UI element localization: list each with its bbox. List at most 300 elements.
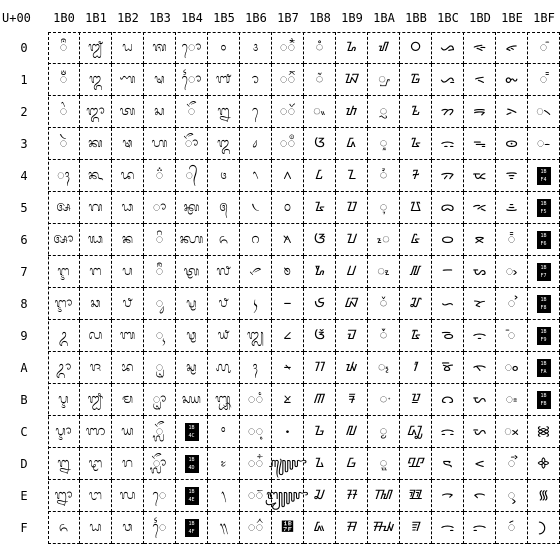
row-header: 8	[20, 297, 28, 311]
row-header: A	[20, 361, 28, 375]
glyph-cell: ᯁ	[432, 64, 464, 96]
glyph-cell: ◌ᮥ	[368, 192, 400, 224]
glyph-cell: ᭥	[240, 192, 272, 224]
glyph-cell: ᯏ	[432, 512, 464, 544]
glyph-cell: ◌ᬄ	[48, 160, 80, 192]
glyph-cell: ᮘ	[336, 288, 368, 320]
glyph-cell: ᯍ	[432, 448, 464, 480]
glyph-cell: ᮜ	[336, 416, 368, 448]
glyph-cell: ᯖ	[464, 224, 496, 256]
glyph-cell: ◌ᮡ	[368, 64, 400, 96]
glyph-cell: ᭧	[240, 256, 272, 288]
glyph-cell: ◌ᮧ	[368, 256, 400, 288]
glyph-cell: ᯒ	[464, 96, 496, 128]
glyph-cell: ᭴	[272, 160, 304, 192]
glyph-cell: ᬡ	[112, 64, 144, 96]
glyph-cell: ᭞	[208, 480, 240, 512]
glyph-cell: ᮎ	[304, 480, 336, 512]
glyph-cell: ᮕ	[336, 192, 368, 224]
glyph-cell: ᮚ	[336, 352, 368, 384]
glyph-cell: ᮷	[400, 256, 432, 288]
column-header: 1BE	[501, 11, 523, 25]
column-header: 1BC	[437, 11, 459, 25]
missing-glyph-box: 1B F6	[537, 231, 551, 249]
missing-glyph-box: 1B F9	[537, 327, 551, 345]
glyph-cell: ᬠ	[112, 32, 144, 64]
glyph-cell: ᯪ	[496, 352, 528, 384]
glyph-cell: ᯙ	[464, 320, 496, 352]
glyph-cell: ◌᮪	[368, 352, 400, 384]
glyph-cell	[176, 512, 208, 544]
missing-glyph-box: 1B 4E	[185, 487, 199, 505]
row-header: 6	[20, 233, 28, 247]
glyph-cell: ᭣	[240, 128, 272, 160]
glyph-cell: ◌ᬃ	[48, 128, 80, 160]
glyph-cell: ᭟	[208, 512, 240, 544]
glyph-cell: ᯜ	[464, 416, 496, 448]
glyph-cell: ◌᭬	[240, 416, 272, 448]
glyph-cell: ᮛ	[336, 384, 368, 416]
glyph-cell: ᬍ	[48, 448, 80, 480]
glyph-cell: ᯠ	[496, 32, 528, 64]
glyph-cell: ᯚ	[464, 352, 496, 384]
glyph-cell: ◌ᭀ	[176, 32, 208, 64]
glyph-cell: ◌ᬶ	[144, 224, 176, 256]
glyph-cell: ᯧ	[496, 256, 528, 288]
glyph-cell: ᭼	[272, 416, 304, 448]
glyph-cell: ᮖ	[336, 224, 368, 256]
glyph-cell: ᬑ	[80, 64, 112, 96]
glyph-cell: ᯃ	[432, 128, 464, 160]
glyph-cell: ᯘ	[464, 288, 496, 320]
glyph-cell: ᯅ	[432, 192, 464, 224]
glyph-cell: ᮋ	[304, 384, 336, 416]
glyph-cell: ᬧ	[112, 256, 144, 288]
column-header: 1BB	[405, 11, 427, 25]
row-header: B	[20, 393, 28, 407]
glyph-cell: ᯕ	[464, 192, 496, 224]
glyph-cell: ᮅ	[304, 192, 336, 224]
missing-glyph-box: 1B 4C	[185, 423, 199, 441]
glyph-cell: ᬯ	[112, 512, 144, 544]
glyph-cell: ᬟ	[80, 512, 112, 544]
glyph-cell: ᮹	[400, 320, 432, 352]
glyph-cell: ◌ᮦ	[368, 224, 400, 256]
row-header: 5	[20, 201, 28, 215]
glyph-cell: ᭋ	[176, 384, 208, 416]
missing-glyph-box: 1B F7	[537, 263, 551, 281]
glyph-cell	[528, 384, 560, 416]
glyph-cell: ᮔ	[336, 160, 368, 192]
glyph-cell: ◌ᮨ	[368, 288, 400, 320]
glyph-cell: ᬉ	[48, 320, 80, 352]
glyph-cell: ᭽	[272, 448, 304, 480]
glyph-cell: ᮾ	[400, 480, 432, 512]
glyph-cell: ᯬ	[496, 416, 528, 448]
column-header: 1B8	[309, 11, 331, 25]
glyph-cell: ᬅ	[48, 192, 80, 224]
glyph-cell: ᭶	[272, 224, 304, 256]
glyph-cell: ◌᭄	[176, 160, 208, 192]
column-header: 1B2	[117, 11, 139, 25]
glyph-cell: ᭨	[240, 288, 272, 320]
glyph-cell: ᯛ	[464, 384, 496, 416]
glyph-cell: ᮃ	[304, 128, 336, 160]
glyph-cell: ᬳ	[144, 128, 176, 160]
glyph-cell: ᬎ	[48, 480, 80, 512]
glyph-cell: ᭖	[208, 224, 240, 256]
missing-glyph-box: 1B F8	[537, 295, 551, 313]
glyph-cell: ᮲	[400, 96, 432, 128]
glyph-cell: ᮉ	[304, 320, 336, 352]
glyph-cell: ᬖ	[80, 224, 112, 256]
glyph-cell: ᭈ	[176, 288, 208, 320]
glyph-cell: ◌᭯	[240, 512, 272, 544]
glyph-cell: ᭅ	[176, 192, 208, 224]
glyph-cell: ᮮ	[368, 480, 400, 512]
glyph-cell: ᭔	[208, 160, 240, 192]
glyph-cell: ᭤	[240, 160, 272, 192]
glyph-cell: ᮞ	[336, 480, 368, 512]
glyph-cell: ᯑ	[464, 64, 496, 96]
glyph-cell: ◌ᯨ	[496, 288, 528, 320]
glyph-cell: ᯗ	[464, 256, 496, 288]
glyph-cell: ᭩	[240, 320, 272, 352]
glyph-cell: ᭺	[272, 352, 304, 384]
glyph-cell	[528, 224, 560, 256]
glyph-cell: ᯝ	[464, 448, 496, 480]
missing-glyph-box: 1B F4	[537, 167, 551, 185]
glyph-cell: ᯐ	[464, 32, 496, 64]
glyph-cell	[176, 480, 208, 512]
glyph-cell: ᬜ	[80, 416, 112, 448]
glyph-cell: ᬐ	[80, 32, 112, 64]
row-header: 3	[20, 137, 28, 151]
glyph-cell: ᬚ	[80, 352, 112, 384]
glyph-cell: ◌ᬿ	[144, 512, 176, 544]
glyph-cell: ᭕	[208, 192, 240, 224]
glyph-cell	[176, 448, 208, 480]
glyph-cell: ᯢ	[496, 96, 528, 128]
glyph-cell: ◌᭳	[272, 128, 304, 160]
glyph-cell: ᯎ	[432, 480, 464, 512]
glyph-cell: ᯼	[528, 416, 560, 448]
row-header: E	[20, 489, 28, 503]
glyph-cell: ᭐	[208, 32, 240, 64]
row-header: 1	[20, 73, 28, 87]
glyph-cell: ᭉ	[176, 320, 208, 352]
missing-glyph-box: 1B FB	[537, 391, 551, 409]
glyph-cell: ᭇ	[176, 256, 208, 288]
glyph-cell: ◌᭮	[240, 480, 272, 512]
glyph-cell: ◌᮫	[368, 384, 400, 416]
glyph-cell	[176, 416, 208, 448]
column-header: 1B6	[245, 11, 267, 25]
glyph-cell: ᬫ	[112, 384, 144, 416]
glyph-cell: ᭜	[208, 416, 240, 448]
glyph-cell: ᬪ	[112, 352, 144, 384]
missing-glyph-box: 1B FA	[537, 359, 551, 377]
glyph-cell: ᮸	[400, 288, 432, 320]
glyph-cell: ᭡	[240, 64, 272, 96]
glyph-cell: ᬓ	[80, 128, 112, 160]
glyph-cell: ᬤ	[112, 160, 144, 192]
glyph-cell: ᮌ	[304, 416, 336, 448]
glyph-cell: ᮏ	[304, 512, 336, 544]
glyph-cell: ᬙ	[80, 320, 112, 352]
glyph-cell: ᮴	[400, 160, 432, 192]
glyph-cell: ᭦	[240, 224, 272, 256]
glyph-cell: ◌ᬼ	[144, 416, 176, 448]
glyph-cell: ◌ᯩ	[496, 320, 528, 352]
row-header: 9	[20, 329, 28, 343]
glyph-cell: ◌ᬾ	[144, 480, 176, 512]
glyph-cell: ᯿	[528, 512, 560, 544]
column-header: 1B9	[341, 11, 363, 25]
glyph-cell: ᬊ	[48, 352, 80, 384]
glyph-cell: ᭑	[208, 64, 240, 96]
glyph-cell: ᬲ	[144, 96, 176, 128]
glyph-cell: ᬬ	[112, 416, 144, 448]
glyph-cell: ᯔ	[464, 160, 496, 192]
glyph-cell: ᮠ	[368, 32, 400, 64]
glyph-cell: ◌ᮁ	[304, 64, 336, 96]
row-header: 4	[20, 169, 28, 183]
glyph-cell: ᯟ	[464, 512, 496, 544]
column-header: 1B4	[181, 11, 203, 25]
glyph-cell: ᮐ	[336, 32, 368, 64]
glyph-cell	[528, 320, 560, 352]
glyph-cell: ◌ᬀ	[48, 32, 80, 64]
glyph-cell: ᮆ	[304, 224, 336, 256]
glyph-cell: ᬇ	[48, 256, 80, 288]
column-header: 1BF	[533, 11, 555, 25]
glyph-cell: ◌ᬸ	[144, 288, 176, 320]
row-header: D	[20, 457, 28, 471]
column-header: 1B3	[149, 11, 171, 25]
glyph-cell: ᮈ	[304, 288, 336, 320]
row-header: 0	[20, 41, 28, 55]
glyph-cell: ◌ᮂ	[304, 96, 336, 128]
glyph-cell: ᭆ	[176, 224, 208, 256]
glyph-cell: ◌ᮣ	[368, 128, 400, 160]
missing-glyph-box: 1B 4F	[185, 519, 199, 537]
glyph-cell: ᯄ	[432, 160, 464, 192]
glyph-cell: ᮊ	[304, 352, 336, 384]
row-header: F	[20, 521, 28, 535]
glyph-cell: ᮒ	[336, 96, 368, 128]
glyph-cell: ◌ᯰ	[528, 32, 560, 64]
glyph-cell: ᭠	[240, 32, 272, 64]
glyph-cell: ᬋ	[48, 384, 80, 416]
glyph-cell: ◌ᬽ	[144, 448, 176, 480]
glyph-cell: ᬌ	[48, 416, 80, 448]
glyph-cell: ᮿ	[400, 512, 432, 544]
glyph-cell: ᭗	[208, 256, 240, 288]
glyph-cell	[528, 192, 560, 224]
glyph-cell: ◌ᮀ	[304, 32, 336, 64]
glyph-cell: ᯋ	[432, 384, 464, 416]
glyph-cell: ᮝ	[336, 448, 368, 480]
glyph-cell: ◌᯦	[496, 224, 528, 256]
glyph-cell: ᮗ	[336, 256, 368, 288]
column-header: 1BA	[373, 11, 395, 25]
glyph-cell: ᬥ	[112, 192, 144, 224]
glyph-cell: ᬏ	[48, 512, 80, 544]
glyph-cell: ᮑ	[336, 64, 368, 96]
column-header: 1BD	[469, 11, 491, 25]
glyph-cell: ᭸	[272, 288, 304, 320]
glyph-cell: ᬻ	[144, 384, 176, 416]
glyph-cell: ᯈ	[432, 288, 464, 320]
glyph-cell: ◌ᯯ	[496, 512, 528, 544]
glyph-cell: ᬘ	[80, 288, 112, 320]
glyph-cell	[528, 352, 560, 384]
glyph-cell: ◌᭲	[272, 96, 304, 128]
glyph-cell: ᭪	[240, 352, 272, 384]
glyph-cell: ᯓ	[464, 128, 496, 160]
glyph-cell: ◌ᮬ	[368, 416, 400, 448]
glyph-cell: ᭿	[272, 512, 304, 544]
glyph-cell: ᬕ	[80, 192, 112, 224]
glyph-cell: ᭹	[272, 320, 304, 352]
column-header: 1B7	[277, 11, 299, 25]
glyph-cell: ᯫ	[496, 384, 528, 416]
glyph-cell: ᭙	[208, 320, 240, 352]
glyph-cell: ◌ᭂ	[176, 96, 208, 128]
column-header: 1B1	[85, 11, 107, 25]
column-header: 1B0	[53, 11, 75, 25]
glyph-cell: ᭒	[208, 96, 240, 128]
glyph-cell	[528, 256, 560, 288]
glyph-cell: ◌᯲	[528, 96, 560, 128]
glyph-cell: ᮽ	[400, 448, 432, 480]
glyph-cell: ᯮ	[496, 480, 528, 512]
glyph-grid	[48, 32, 560, 544]
glyph-cell: ᯤ	[496, 160, 528, 192]
glyph-cell: ᯆ	[432, 224, 464, 256]
glyph-cell: ᮻ	[400, 384, 432, 416]
glyph-cell: ᯥ	[496, 192, 528, 224]
glyph-cell: ◌ᮤ	[368, 160, 400, 192]
glyph-cell: ᬞ	[80, 480, 112, 512]
glyph-cell: ᭢	[240, 96, 272, 128]
glyph-cell: ᯇ	[432, 256, 464, 288]
glyph-cell: ᮵	[400, 192, 432, 224]
glyph-cell: ᮍ	[304, 448, 336, 480]
glyph-cell	[528, 160, 560, 192]
glyph-cell: ᭛	[208, 384, 240, 416]
glyph-cell: ᬢ	[112, 96, 144, 128]
glyph-cell: ᮙ	[336, 320, 368, 352]
glyph-cell: ᮄ	[304, 160, 336, 192]
glyph-cell: ᯾	[528, 480, 560, 512]
glyph-cell: ◌ᬹ	[144, 320, 176, 352]
glyph-cell: ᮓ	[336, 128, 368, 160]
column-header: 1B5	[213, 11, 235, 25]
glyph-cell: ◌᭰	[272, 32, 304, 64]
glyph-cell: ◌ᯭ	[496, 448, 528, 480]
glyph-cell: ◌ᮢ	[368, 96, 400, 128]
glyph-cell: ᯂ	[432, 96, 464, 128]
glyph-cell: ᭘	[208, 288, 240, 320]
glyph-cell: ᮯ	[368, 512, 400, 544]
glyph-cell: ᭻	[272, 384, 304, 416]
row-header: 2	[20, 105, 28, 119]
glyph-cell: ᬨ	[112, 288, 144, 320]
glyph-cell: ᬈ	[48, 288, 80, 320]
glyph-cell: ᯽	[528, 448, 560, 480]
glyph-cell: ᮇ	[304, 256, 336, 288]
glyph-cell: ᬒ	[80, 96, 112, 128]
glyph-cell: ᬆ	[48, 224, 80, 256]
glyph-cell: ◌᭭	[240, 448, 272, 480]
glyph-cell: ᯉ	[432, 320, 464, 352]
glyph-cell: ◌ᬷ	[144, 256, 176, 288]
glyph-cell: ᮼ	[400, 416, 432, 448]
glyph-cell: ᬭ	[112, 448, 144, 480]
glyph-cell: ᬦ	[112, 224, 144, 256]
glyph-cell	[528, 288, 560, 320]
glyph-cell: ᭚	[208, 352, 240, 384]
glyph-cell: ᮟ	[336, 512, 368, 544]
glyph-cell: ᯌ	[432, 416, 464, 448]
missing-glyph-box: 1B 4D	[185, 455, 199, 473]
glyph-cell: ᮰	[400, 32, 432, 64]
glyph-cell: ᯡ	[496, 64, 528, 96]
glyph-cell: ᭾	[272, 480, 304, 512]
glyph-cell: ᯣ	[496, 128, 528, 160]
glyph-cell: ◌ᭃ	[176, 128, 208, 160]
glyph-cell: ◌ᬺ	[144, 352, 176, 384]
row-header: 7	[20, 265, 28, 279]
glyph-cell: ᭓	[208, 128, 240, 160]
glyph-cell: ◌ᮭ	[368, 448, 400, 480]
glyph-cell: ◌᬴	[144, 160, 176, 192]
glyph-cell: ᯞ	[464, 480, 496, 512]
glyph-cell: ◌ᬵ	[144, 192, 176, 224]
glyph-cell: ᭊ	[176, 352, 208, 384]
glyph-cell: ◌ᮩ	[368, 320, 400, 352]
glyph-cell: ᬔ	[80, 160, 112, 192]
glyph-cell: ᯀ	[432, 32, 464, 64]
glyph-cell: ᬩ	[112, 320, 144, 352]
glyph-cell: ᮺ	[400, 352, 432, 384]
glyph-cell: ᭝	[208, 448, 240, 480]
glyph-cell: ◌᯳	[528, 128, 560, 160]
glyph-cell: ◌ᬁ	[48, 64, 80, 96]
glyph-cell: ◌ᭁ	[176, 64, 208, 96]
missing-glyph-box: 1B F5	[537, 199, 551, 217]
glyph-cell: ᮱	[400, 64, 432, 96]
glyph-cell: ◌᭫	[240, 384, 272, 416]
glyph-cell: ᬛ	[80, 384, 112, 416]
glyph-cell: ᬰ	[144, 32, 176, 64]
glyph-cell: ᬮ	[112, 480, 144, 512]
glyph-cell: ◌᭱	[272, 64, 304, 96]
glyph-cell: ᮳	[400, 128, 432, 160]
corner-label: U+00	[2, 11, 31, 25]
glyph-cell: ᬝ	[80, 448, 112, 480]
glyph-cell: ◌ᯱ	[528, 64, 560, 96]
glyph-cell: ᬱ	[144, 64, 176, 96]
row-header: C	[20, 425, 28, 439]
glyph-cell: ᭵	[272, 192, 304, 224]
glyph-cell: ᬣ	[112, 128, 144, 160]
glyph-cell: ᭷	[272, 256, 304, 288]
glyph-cell: ᯊ	[432, 352, 464, 384]
glyph-cell: ◌ᬂ	[48, 96, 80, 128]
